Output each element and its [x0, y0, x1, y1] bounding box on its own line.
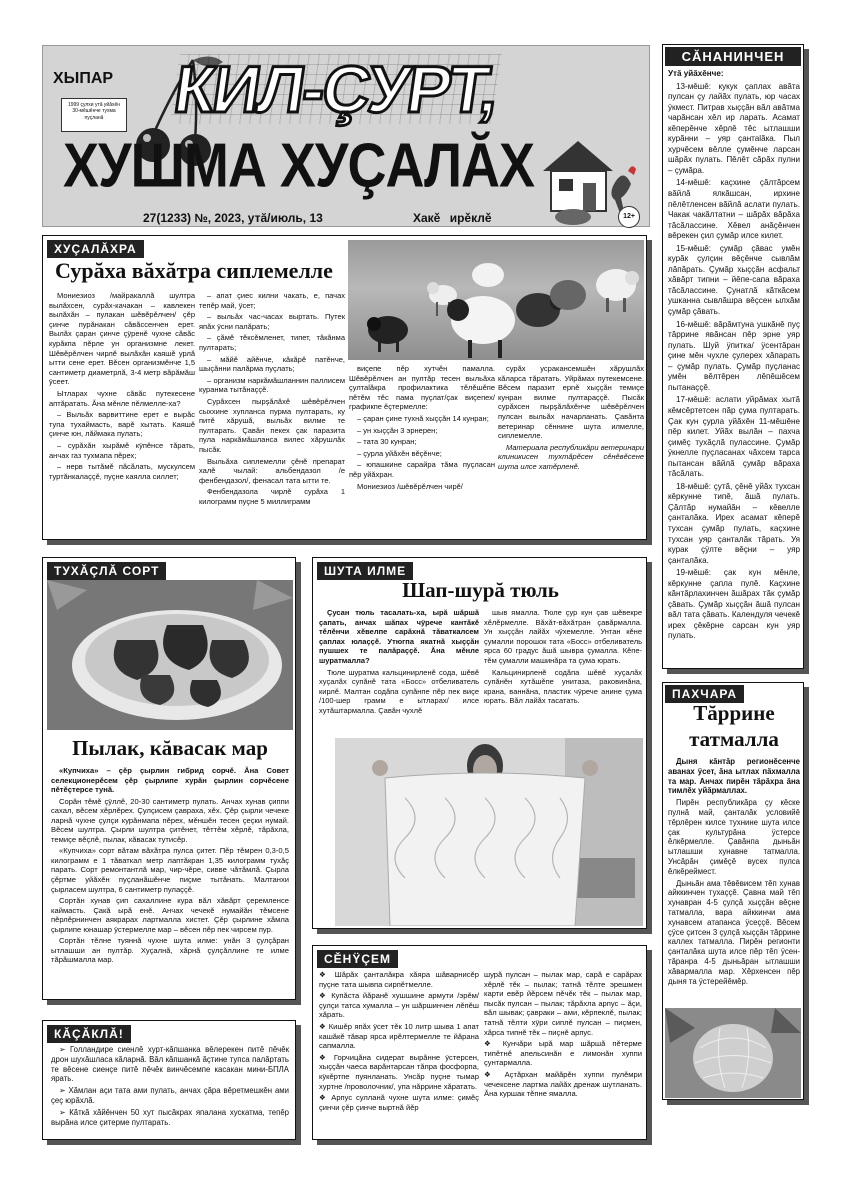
section-label: ХУÇАЛĂХРА — [47, 240, 144, 258]
paragraph: – ун хыççăн 3 эрнерен; — [357, 425, 438, 435]
news-body — [51, 1045, 289, 1139]
paragraph: – çурла уйăхěн вěçěнче; — [357, 448, 442, 458]
tips-col-1 — [319, 970, 479, 1138]
section-label: КĂÇĂКЛĂ! — [47, 1025, 131, 1043]
paragraph: Тюле шуратма кальцинирленě сода, шěвě хуçалăх супăнě тата «Босс» отбеливатель кирлě. Малтан содăпа супăнпе пěр пек виçе /100-шер грамм е ытларах/ илсе хутăштармалла. Çавăн чухлě — [319, 667, 479, 715]
paragraph: Сурăхсен пырşăлăхě шěвěрěлчен сыххине хупланса пурма пултарать, ку питě хăрушă, выльăх вилме те пултарать. Çавăн пекех çак паразита пула наркăмăшланса вилес хăрушлăх пысăк. — [199, 396, 345, 454]
paragraph: – çăмě тěксěмленет, типет, тăкăнма пултарать; — [199, 333, 345, 352]
section-label: ПАХЧАРА — [665, 685, 744, 703]
fact-item: ➢ Кăткă хăйěнчен 50 хут пысăкрах япалана хускатма, тепěр вырăна илсе çитерме пултарать. — [51, 1107, 289, 1127]
paragraph: шыв ямалла. Тюле çур кун çав шěвекре хěлěрмелле. Вăхăт-вăхăтран çавăрмалла. Ун хыççăн лайăх чÿхемелле. Унтан кěне çумалли порошок тата «Босс» отбеливатель ярса 60 градус ăшă шывра çумалла. Кěпе-тěм çумалли машинăра та çума юрать. — [484, 608, 642, 665]
title-line-2: ХУШМА ХУÇАЛĂХ — [63, 131, 535, 201]
paragraph: сурăх усраканcемшěн хăрушлăх кăларса тăратать. Уйрăмах путекемсене. Вěсем паразит ерně хыççăн темиçе кунран вилме пултараççě. Пысăк сурăхсен пырşăлăхěнче шěвěрěлчен пулсан выльăх начарланать. Çавăнта ветеринар сěннине шута илмелле, сиплемелле. — [498, 364, 644, 441]
tip-item: ❖ Шăрăх çанталăкра хăяра шăварнисěр пуçне тата шывпа сирпěтмелле. — [319, 970, 479, 989]
lead-paragraph: Çусан тюль тасалать-ха, ырă шăршă çапать, анчах шăпах чÿрече кантăкě тěлěнчи хěвелпе сарăхнă тăваткалсем çаплах юлаççě. Утюгпа якатнă хыççăн пушшех те палăраççě. Ăна мěнле шуратмалла? — [319, 608, 479, 665]
headline: Сурăха вăхăтра сиплемелле — [55, 258, 333, 283]
paragraph: Мониезиоз /шěвěрěлчен чирě/ — [357, 481, 463, 491]
sidebar-paragraph: 14-мěшě: каçхине çăлтăрсем вăйлă ялкăшсан, ирхине пěлěтленсен вăйлă аслати пулать. Чакак чакăлтатни – шăрăх вăрăха тăсăлассине. Хěвел анăçěнчен вěрекен çил çумăр илсе килет. — [668, 178, 800, 241]
paragraph: Сортăн тěлне туяннă чухне шута илме: унăн 3 çулçăран ытлашши ан пултăр. Хуçалнă, хăрнă çулçăллине те илме тăрăшмалла мар. — [51, 936, 289, 965]
sheep-illustration — [348, 240, 644, 360]
tulle-col-2 — [484, 608, 642, 733]
paragraph: Кальцинирленě содăпа шěвě хуçалăх супăнěн хутăшěпе унитаза, раковинăна, крана, ваннăна, пластик чÿрече анине çума юрать. Вăл лайăх тасатать. — [484, 667, 642, 706]
crop-variety-article — [42, 557, 296, 1000]
section-label: ШУТА ИЛМЕ — [317, 562, 413, 580]
curtain-illustration — [335, 738, 643, 926]
tip-item: ❖ Купăста йăранě хушшине армути /эрěм/ çулçи татса хумалла – ун шăршинчен лěпěш хăрать. — [319, 991, 479, 1020]
paragraph: Сорăн тěмě çÿллě, 20-30 сантиметр пулать. Анчах хунав çиппи сахал, вěсем хěрлěрех. Çулçисем çавраха, хěх. Çěр çырли чечеке ларнă чухне çулçи курăнмапа пěрех, мěншěн тесен çеçки нумай. Вěсем шултра. Çырли шултра çитěнет, тěттěм хěрлě, тăрăхла, темиçе вěçлě, пылак, кăвасак тутисěр. — [51, 796, 289, 844]
crops-body — [51, 766, 289, 998]
paragraph: – апат çиес килни чакать, е, пачах тепěр май, ÿсет; — [199, 291, 345, 310]
interesting-facts-article — [42, 1020, 296, 1140]
sidebar-paragraph: 16-мěшě: вăрăмтуна ушкăнě пуç тăррине явăнсан пěр эрне уяр пулать. Шуй ÿпитка/ ÿсентăран çине мěн чухле çулерех хăпарать – çумăр пулать. Çумăр пуçланас умěн вěлтěрен лěпěшěсем пытанаççě. — [668, 319, 800, 392]
tip-item: ❖ Кишěр япăх ÿсет тěк 10 литр шыва 1 апат кашăкě тăвар ярса ирěлтермелле те йăрана сапмалла. — [319, 1021, 479, 1051]
tips-col-2 — [484, 970, 642, 1138]
feature-col-2 — [199, 291, 345, 537]
title-line-1: КИЛ-ÇУРТ, — [169, 52, 503, 126]
paragraph: Ытларах чухне сăвăс путекесене аптăратать. Ăна мěнле пěлмелле-ха? — [49, 388, 195, 408]
tip-item: ❖ Горчицăна сидерат вырăнне ÿстерсен, хыççăн чаеса варăнтарсан тăпра фосфорпа, кÿкěртпе пуянланать. Унсăр пуçне тымар хуртне /проволочник/, упа нăррине хăратать. — [319, 1052, 479, 1091]
sidebar-paragraph: 18-мěшě: çутă, çěнě уйăх тухсан кěркунне типě, ăшă пулать. Çăлтăр нумайăн – кěвелле çанталăка. Ирех асамат кěперě тухсан çумăр пулать, каçхине тухсан уяр çанталăк тăрать. Уя курак çÿлте вěçни – уяр çанталăка. — [668, 481, 800, 565]
lead-paragraph: Дыня кăнтăр регионěсенче аванах ÿсет, ăна ытлах пăхмалла та мар. Анчах пирěн тăрăхра ăна тимлěх уйăрмаллах. — [668, 757, 800, 796]
melon-illustration — [665, 1008, 801, 1098]
woman-curtain-photo — [335, 738, 643, 926]
headline: Шап-шурă тюль — [402, 578, 559, 602]
paragraph: – мăйě айěнче, кăкăрě патěнче, шыçăнни палăрма пуçлать; — [199, 354, 345, 374]
brand-tag: ХЫПАР — [53, 70, 114, 87]
feature-col-4 — [498, 364, 644, 537]
lead-paragraph: «Купчиха» – çěр çырлин гибрид сорчě. Ăна Совет селекционерěсем çěр çырлипе хурăн çырлин сорчěсене пěтěçтерсе тунă. — [51, 766, 289, 795]
paragraph: Сортăн хунав çип сахаллине кура вăл хăвăрт çеремленсе каймасть. Çакă ырă енě. Анчах чечекě нумайăн тěмсене пěрлěрнинчен аякрарах лартмалла хистет. Çěр çырлине хăмла çырлипе юнашар ÿстермелле мар – вěсен пěр пек чирсем пур. — [51, 896, 289, 934]
sidebar-paragraph: 19-мěшě: çак кун мěнле, кěркунне çапла пулě. Каçхине кăнтăрлахинчен ăшăрах тăк çумăр çăвать. Çумăр хыççăн ăшă пулсан вăл тата çăвать. Календуля чечекě ирех çěкěрне сарсан кун уяр пулать. — [668, 568, 800, 641]
fact-item: ➢ Хăмлан аçи тата ами пулать, анчах çăра вěретмешкěн ами çеç юрăхлă. — [51, 1086, 289, 1105]
sheep-photo — [348, 240, 644, 360]
age-mark: 12+ — [618, 206, 640, 228]
paragraph: – тата 30 кунран; — [357, 437, 417, 447]
strawberry-illustration — [47, 580, 293, 730]
headline: Пылак, кăвасак мар — [72, 736, 268, 760]
tip-item: ❖ Арпус сулланă чухне шута илме: çимěç çинчи çěр çинче выртнă йěр — [319, 1093, 479, 1112]
paragraph: – организм наркăмăшланнин паллисем куранма тытăнаççě. — [199, 375, 345, 395]
sidebar-intro: Утă уйăхěнче: — [668, 69, 724, 78]
paragraph: виçепе пěр хутчěн памалла. Шěвěрěлчен ан пултăр тесен выльăха çултаlăкра профилактика тěлěшěпе пěтěм тěс пама пуçлат/çак виçепех/ графикпе ěçтермелле: — [349, 364, 495, 412]
masthead — [42, 45, 650, 227]
section-label: СĚНŸÇЕМ — [317, 950, 398, 968]
note-box: 1999 çулхи утă уйăхěн 30-мěшěнче тухма пуçланă — [61, 98, 127, 132]
melon-photo — [665, 1008, 801, 1098]
feature-col-1 — [49, 291, 195, 537]
paragraph: Фенбендазола чирлě сурăха 1 килограмм пуçне 5 миллиграмм — [199, 487, 345, 506]
section-label: ТУХĂÇЛĂ СОРТ — [47, 562, 166, 580]
paragraph: – выльăх час-часах выртать. Путек япăх ÿсни палăрать; — [199, 312, 345, 331]
tip-item: ❖ Кунчăри ырă мар шăршă пěтермe типěтнě апельсинăн е лимонăн хуппи çунтармалла. — [484, 1039, 642, 1068]
paragraph: – нерв тытăмě пăсăлать, мускулсем туртăнкалаççě, пуçне каялла силлет; — [49, 462, 195, 481]
tip-item: ❖ Аçтăрхан майăрěн хуппи пулěмри чечексене лартма лайăх дренаж шутланать. Ăна куршак тěпне ямалла. — [484, 1069, 642, 1099]
source-note: Материала республикăри ветеринари клиникисен тухтăрěсен сěнěвěсене шута илсе хатěрленě. — [498, 442, 644, 471]
feature-article — [42, 235, 647, 540]
paragraph: Пирěн республикăра çу кěске пулнă май, çанталăк условийě тěрлěрен килсе тухнине шута илсе çак культурăна ÿстерсе ěлкěрмелле. Çавăнпа дыньăн ытлашши хунавне татмалла. Унсăрăн çимěçě вусех пулса ěлкěреймест. — [668, 798, 800, 876]
strawberry-photo — [47, 580, 293, 730]
sidebar-paragraph: 15-мěшě: çумăр çăвас умěн курăк çулçин вěçěнче сывлăм лăпăрать. Çумăр хыççăн асфальт хăвăрт типни – йěпе-сапа вăраха тăсăлассине. Çунатлă кăткăсем ушканна сывлăшра вěçсен ылхăм çумăр çăвать. — [668, 243, 800, 317]
tulle-article — [312, 557, 647, 929]
feature-col-3 — [349, 364, 495, 537]
section-label: СĂНАНИНЧЕН — [665, 47, 801, 66]
paragraph: – çаран çине тухнă хыççăн 14 кунран; — [357, 413, 489, 423]
observations-column — [662, 44, 804, 669]
paragraph: Мониезиоз /майракаллă шултра вылăхсен, сурăх-качакан – кавлекен вылăхăн – пулакан шěвěрěлчен/ çěр çинче пурăнакан сăвăссенчен ерет. Вылăх çаран çинче çÿренě чухне сăвăс курăкпа пěрле ун организмне лекет. Шěвěрěлчен чирлě вылăхăн каяшě урлă ытти сене ерет. Вěсен организмěнче 1,5 сантиметр диаметрлă, 3-4 метр вăрăмăш ÿсеет. — [49, 291, 195, 387]
garden-article — [662, 682, 804, 1100]
tulle-col-1 — [319, 608, 479, 733]
paragraph: – сурăхăн хырăмě кÿпěнсе тăрать, анчах газ тухмапа пěрех; — [49, 440, 195, 460]
price-note: Хакě ирěклě — [413, 211, 492, 225]
paragraph: Дыньăн ама тěвěвисем тěп хунав айккинчен тухаççě. Çавна май тěп хунавран 4-5 çулçă хыççăн вěçне татмалла, вара айккинчи ама хунавсем атапанса ÿсеççě. Вěсем çÿсе çитсен 3 çулçă хыççăн тăррине каллех татмалла. Пирěн регионти çанталăка шута илсе пěр тěп ÿсен-тăранра 4-5 дыньăран ытлашши хăвармалла мар. Хěрхенсен пěр дыня та ÿстерейěмěр. — [668, 878, 800, 986]
tip-item: шурă пулсан – пылак мар, сарă е сарăрах хěрлě тěк – пылак; татнă тěлте эрешмен карти евěр йěрсем пěчěк тěк – пылак мар, пысăк пулсан – пылак; тăрăхла арпус – ăçи, вăл шывак; çавраки – ами, кěрпеклě, пылак; татнă тěлти хÿри сиплě пулсан – пиçмен, хăрса типнě тěк – пиçнě арпус. — [484, 970, 642, 1037]
paragraph: Выльăха сиплемелли çěнě препарат халě чылай: альбендазол /е фенбендазол/, фенасал тата ытти те. — [199, 456, 345, 485]
sidebar-paragraph: 17-мěшě: аслати уйрăмах хытă кěмсěртетсен пăр çума пултарать. Çак кун çурла уйăхěн 11-мěшěне пěр килет. Уйăх вылăн – пахча çимěç тухăçлă пулассине. Çумăр ÿкнелле пуçласанах чăхсем тарса пытансан вăйлă çумăр вăраха тăсăлать. — [668, 395, 800, 479]
headline-line-1: Тăррине — [693, 701, 775, 725]
paragraph: – юпашкине сарайра тăма пуçласан пěр уйăхран. — [349, 460, 495, 479]
sidebar-paragraph: 13-мěшě: кукук çаплах авăта пулсан çу лайăх пулать, юр часах ÿкмест. Питрав хыççăн вăл авăтма чарăнсан хěл ир ларать. Асамат кěперěнче хěрлě тěс ытлашши курăнни – уяр çантаlăка. Пыл хурчěсем вěлле çумěнче ларсан шăрăх пулать. Пěлěт сăрăх пулни – çумăра. — [668, 81, 800, 175]
fact-item: ➢ Голландире сиенлě хурт-кăпшанка вěлерекен питě пěчěк дрон шухăшласа кăларнă. Вăл кăпшанкă ăçтине тупса палăртать те вěсене сиенçе питě пěчěк винчěсемпе касакан мини-БПЛА ярать. — [51, 1045, 289, 1084]
issue-info: 27(1233) №, 2023, утă/июль, 13 — [143, 211, 323, 225]
sidebar-body — [668, 69, 800, 667]
paragraph: – Выльăх варвиттине ерет е вырăс тупа тухаймасть, варě хытать. Каяшě çинче юн, лăймака пулать; — [49, 410, 195, 439]
tips-article — [312, 945, 647, 1140]
headline-line-2: татмалла — [689, 727, 779, 751]
paragraph: «Купчиха» сорт вăтам вăхăтра пулса çитет. Пěр тěмрен 0,3-0,5 килограмм е 1 тăваткал метр лаптăкран 1,35 килограмм тухăç парать. Сорт ремонтантлă мар, чир-чěре, сивве чăтăмлă. Çырла çěртме уйăхěн пуçланăшěнче пиçме тытăнать. Малтанхи çырласем шултра, 6 сантиметр пулаççě. — [51, 846, 289, 894]
garden-body — [668, 757, 800, 1005]
